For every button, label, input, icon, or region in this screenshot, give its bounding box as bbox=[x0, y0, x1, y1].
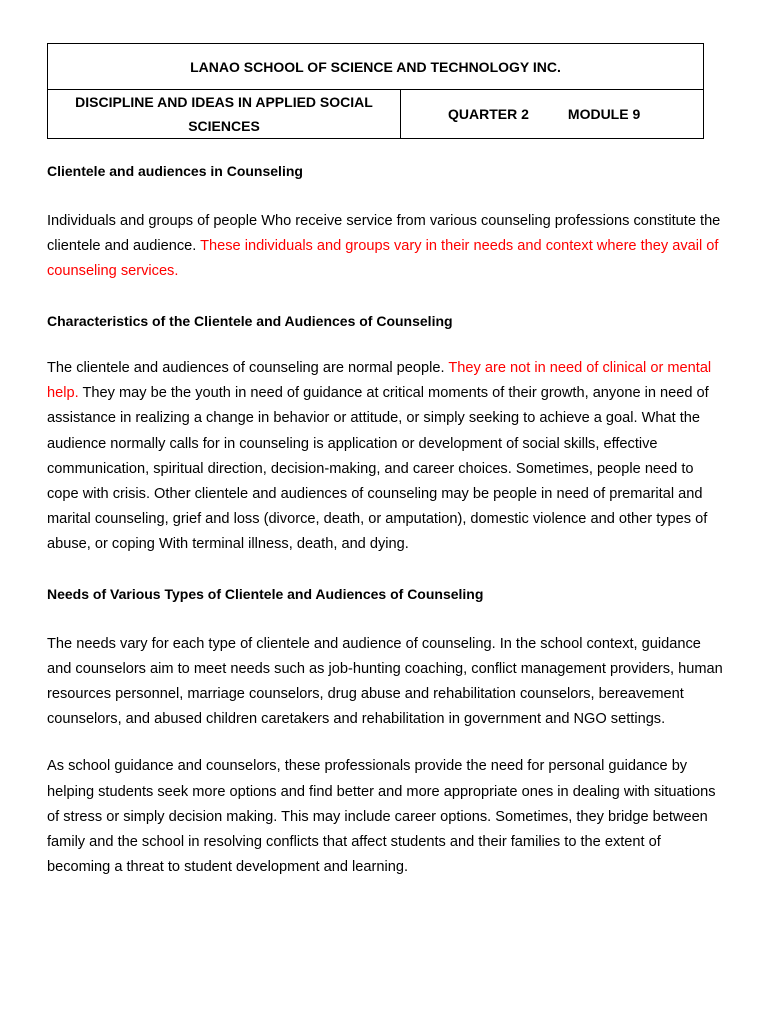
paragraph-text: The clientele and audiences of counseling are normal people. bbox=[47, 360, 445, 377]
module-label: MODULE 9 bbox=[567, 106, 641, 122]
paragraph-text: They may be the youth in need of guidance at critical moments of their growth, anyone in need of assistance in realizing a change in behavior or attitude, or simply seeking to achieve a goal. What the audience normally calls for in counseling is application or development of social skills, effective communication, spiritual direction, decision-making, and career choices. Sometimes, people need to cope with crisis. Other clientele and audiences of counseling may be people in need of premarital and marital counseling, grief and loss (divorce, death, or amputation), domestic violence and other types of abuse, or coping With terminal illness, death, and dying. bbox=[47, 385, 709, 552]
subject-title: DISCIPLINE AND IDEAS IN APPLIED SOCIAL SCIENCES bbox=[48, 90, 401, 139]
section-paragraph-needs: The needs vary for each type of clientele and audience of counseling. In the school context, guidance and counselors aim to meet needs such as job-hunting coaching, conflict management providers, human resources personnel, marriage counselors, drug abuse and rehabilitation counselors, bereavement counselors, and abused children caretakers and rehabilitation in government and NGO settings. bbox=[47, 636, 723, 728]
section-paragraph-clientele bbox=[47, 209, 727, 284]
document-page bbox=[47, 43, 727, 880]
header-table bbox=[47, 43, 704, 139]
school-name: LANAO SCHOOL OF SCIENCE AND TECHNOLOGY INC. bbox=[48, 44, 704, 90]
highlighted-text: They are not in need of clinical or mental help. bbox=[47, 360, 712, 402]
section-heading-needs: Needs of Various Types of Clientele and Audiences of Counseling bbox=[47, 586, 484, 603]
quarter-label: QUARTER 2 bbox=[448, 106, 529, 122]
section-paragraph-school-counselors: As school guidance and counselors, these professionals provide the need for personal guidance by helping students seek more options and find better and more appropriate ones in dealing with situations of stress or simply decision making. This may include career options. Sometimes, they bridge between family and the school in resolving conflicts that affect students and their families to the extent of becoming a threat to student development and learning. bbox=[47, 758, 716, 875]
section-heading-characteristics: Characteristics of the Clientele and Audiences of Counseling bbox=[47, 313, 453, 330]
highlighted-text: These individuals and groups vary in their needs and context where they avail of counseling services. bbox=[47, 238, 719, 280]
section-paragraph-characteristics bbox=[47, 356, 727, 557]
section-heading-clientele: Clientele and audiences in Counseling bbox=[47, 163, 303, 179]
quarter-module-cell bbox=[401, 90, 704, 139]
paragraph-text: Individuals and groups of people Who receive service from various counseling professions constitute the clientele and audience. bbox=[47, 213, 721, 255]
